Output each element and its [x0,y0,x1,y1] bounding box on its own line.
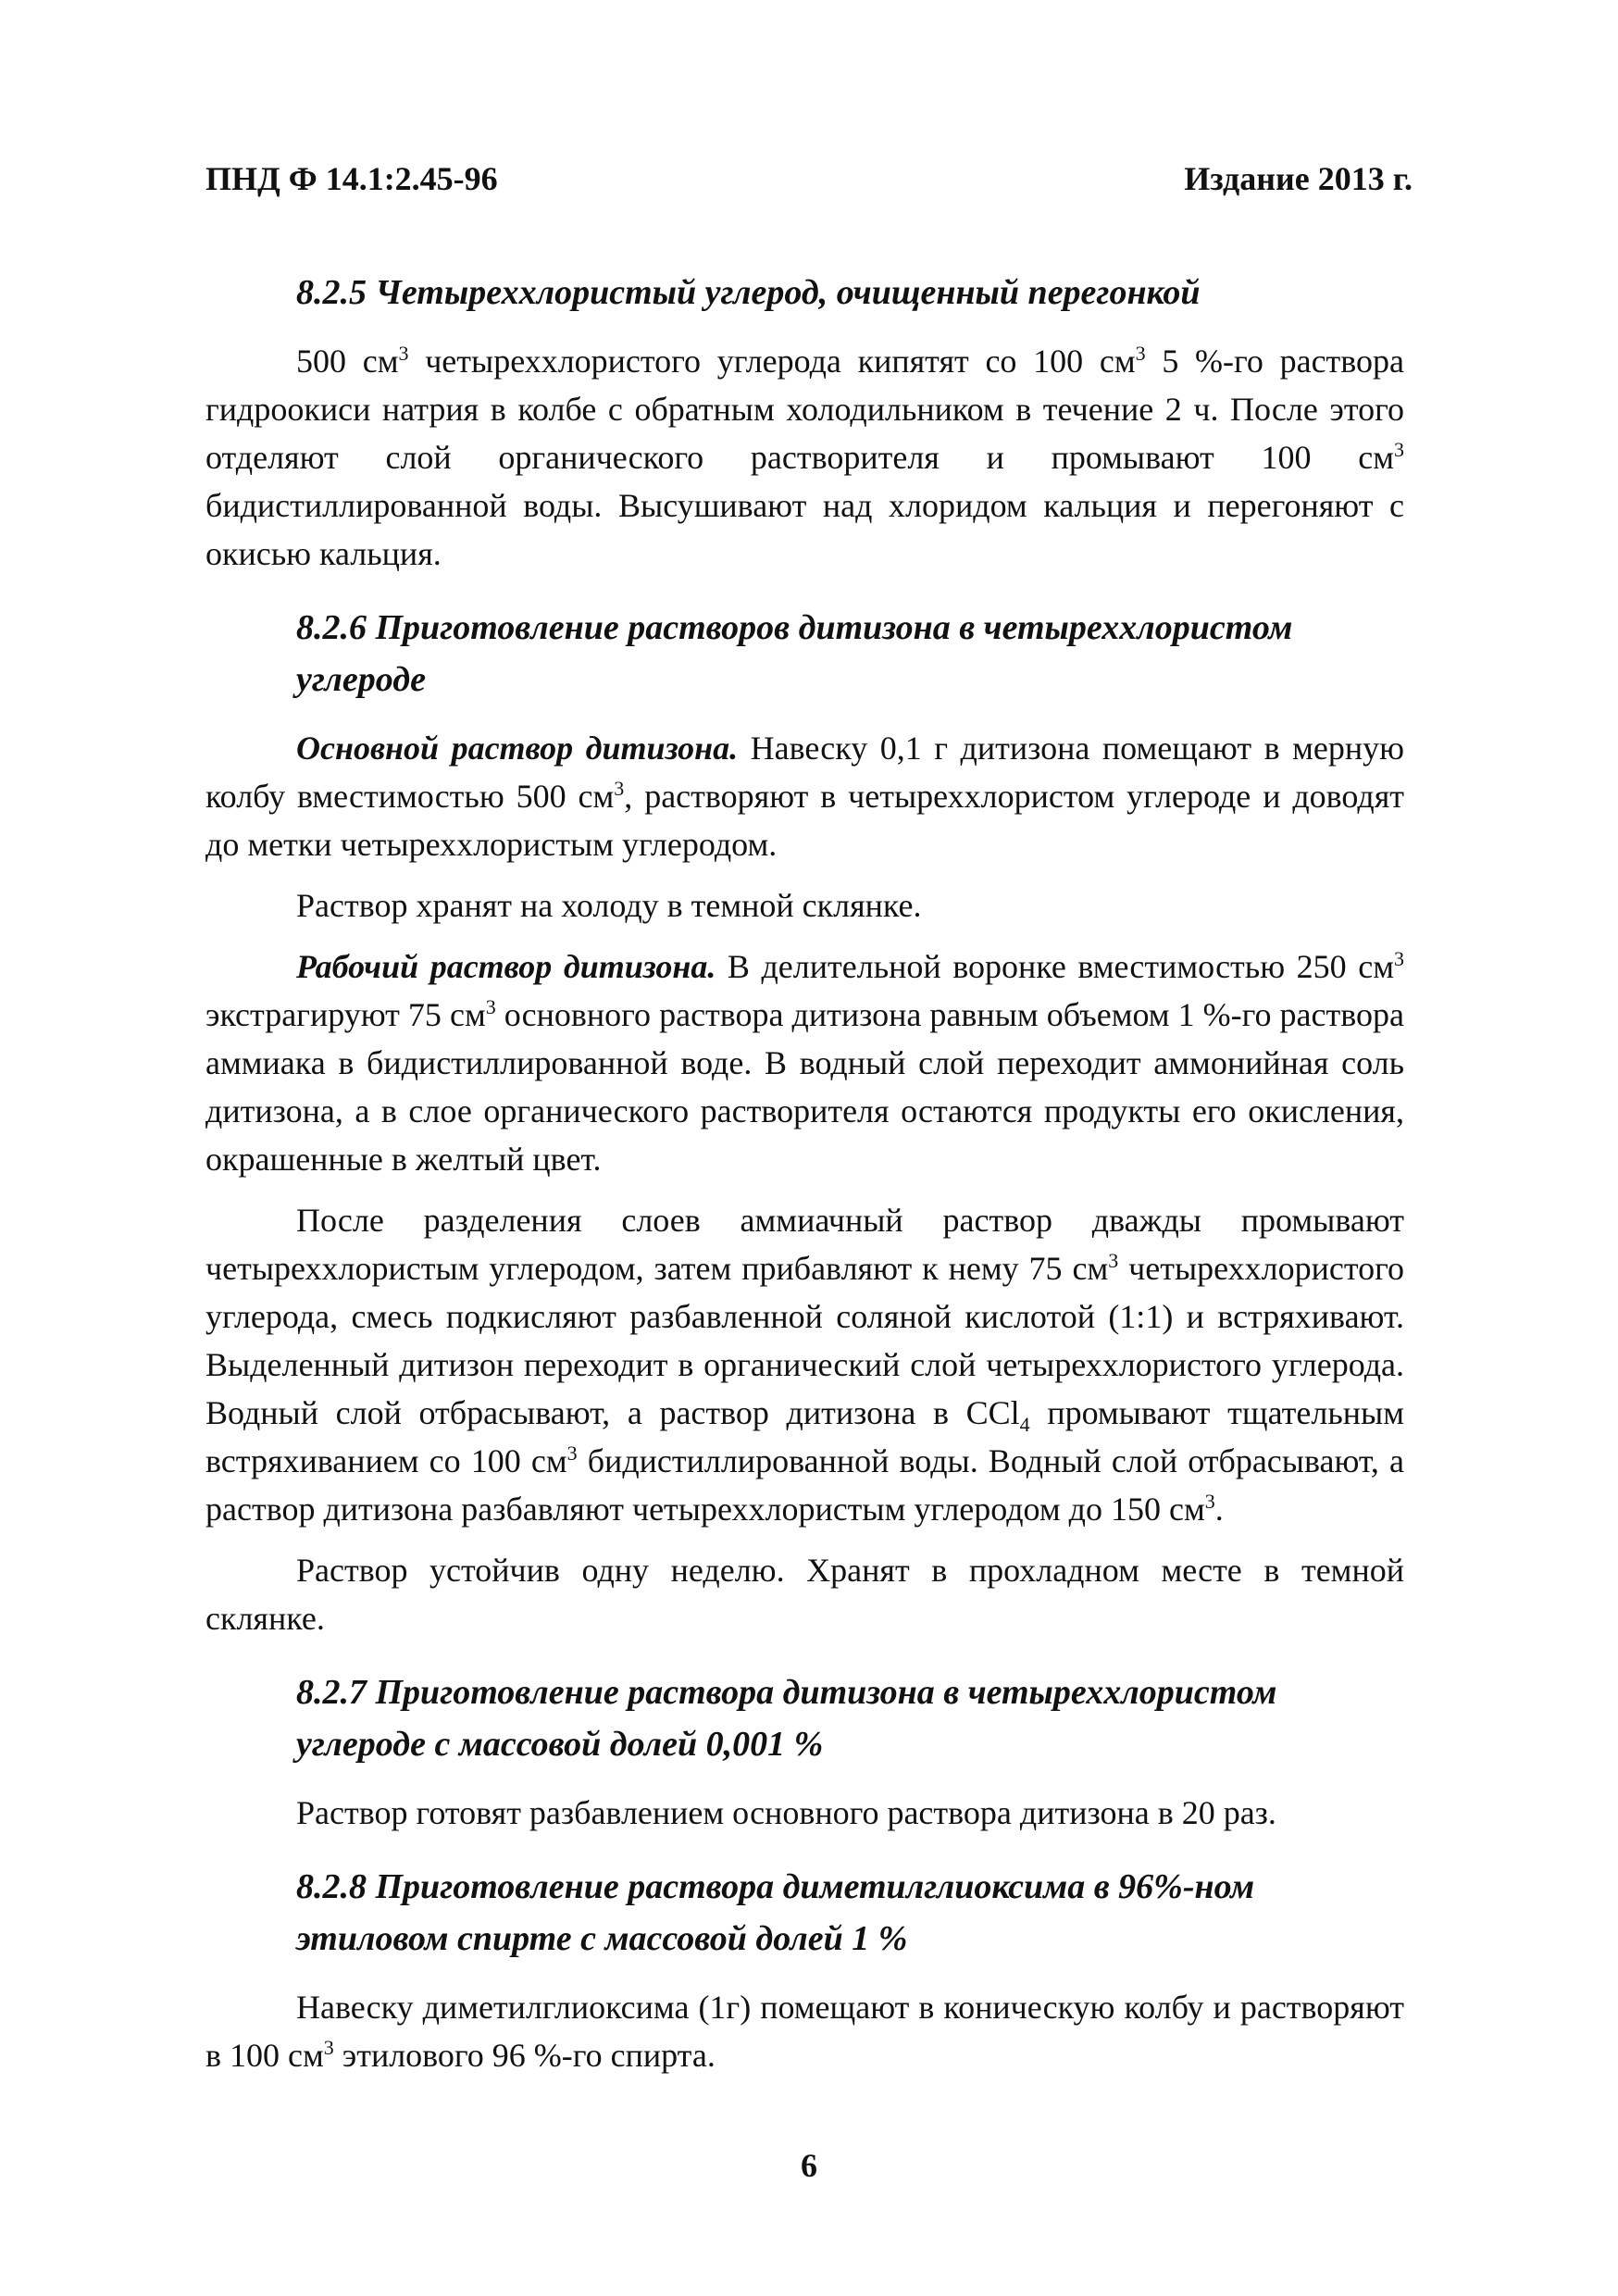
edition-year: Издание 2013 г. [1184,160,1413,197]
heading-8-2-8: 8.2.8 Приготовление раствора диметилглиоксима в 96%-ном этиловом спирте с массовой долей 1 % [296,1867,1255,1958]
paragraph-stability: Раствор устойчив одну неделю. Хранят в прохладном месте в темной склянке. [205,1552,1404,1637]
paragraph-dimethylglyoxime: Навеску диметилглиоксима (1г) помещают в коническую колбу и растворяют в 100 $см^3$ этилового 96 %-го спирта. [205,1989,1404,2074]
paragraph-stock-storage: Раствор хранят на холоду в темной склянке. [296,887,922,924]
heading-8-2-5: 8.2.5 Четыреххлористый углерод, очищенный перегонкой [296,273,1201,312]
heading-8-2-7: 8.2.7 Приготовление раствора дитизона в четыреххлористом углероде с массовой долей 0,001 % [296,1673,1277,1764]
paragraph-ccl4-purification: 500 $см^3$ четыреххлористого углерода кипятят со 100 $см^3$ 5 %-го раствора гидроокиси натрия в колбе с обратным холодильником в течение 2 ч. После этого отделяют слой органического растворителя и промывают 100 $см^3$ бидистиллированной воды. Высушивают над хлоридом кальция и перегоняют с окисью кальция. [205,342,1405,572]
paragraph-dilution: Раствор готовят разбавлением основного раствора дитизона в 20 раз. [296,1794,1276,1831]
paragraph-stock-solution: Основной раствор дитизона. Навеску 0,1 г дитизона помещают в мерную колбу вместимостью 500 $см^3$, растворяют в четыреххлористом углероде и доводят до метки четыреххлористым углеродом. [205,730,1404,863]
stock-solution-lead: Основной раствор дитизона. [296,730,739,767]
working-solution-lead: Рабочий раствор дитизона. [296,948,716,985]
page-number: 6 [801,2147,817,2184]
paragraph-separation: После разделения слоев аммиачный раствор дважды промывают четыреххлористым углеродом, затем прибавляют к нему 75 $см^3$ четыреххлористого углерода, смесь подкисляют разбавленной соляной кислотой (1:1) и встряхивают. Выделенный дитизон переходит в органический слой четыреххлористого углерода. Водный слой отбрасывают, а раствор дитизона в CCl$_4$ промывают тщательным встряхиванием со 100 $см^3$ бидистиллированной воды. Водный слой отбрасывают, а раствор дитизона разбавляют четыреххлористым углеродом до 150 $см^3$. [205,1202,1405,1528]
page-content [205,267,1404,2092]
paragraph-working-solution: Рабочий раствор дитизона. В делительной воронке вместимостью 250 $см^3$ экстрагируют 75 $см^3$ основного раствора дитизона равным объемом 1 %-го раствора аммиака в бидистиллированной воде. В водный слой переходит аммонийная соль дитизона, а в слое органического растворителя остаются продукты его окисления, окрашенные в желтый цвет. [205,947,1405,1178]
heading-8-2-6: 8.2.6 Приготовление растворов дитизона в четыреххлористом углероде [296,608,1293,699]
document-code: ПНД Ф 14.1:2.45-96 [205,160,498,197]
